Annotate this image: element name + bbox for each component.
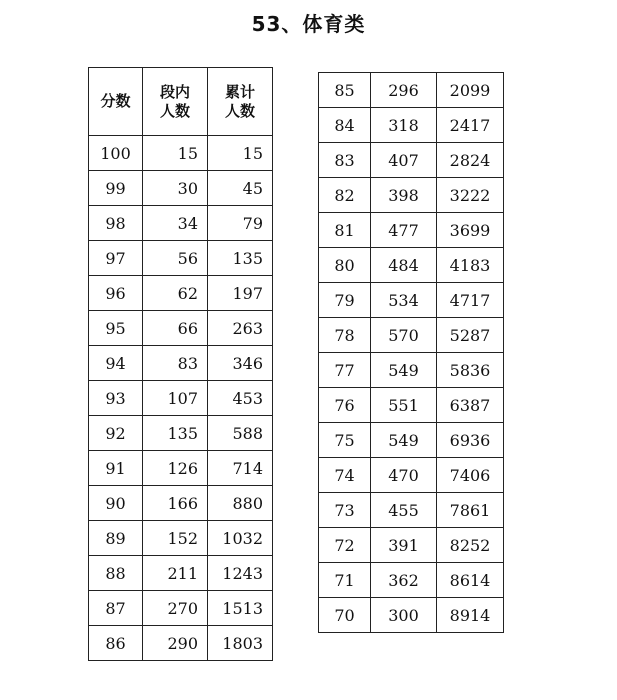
table-row (319, 528, 504, 563)
cell-cumulative-count: 2099 (437, 73, 504, 108)
cell-score: 94 (89, 346, 143, 381)
table-row (89, 206, 273, 241)
cell-segment-count: 166 (143, 486, 208, 521)
cell-segment-count: 126 (143, 451, 208, 486)
cell-cumulative-count: 346 (208, 346, 273, 381)
cell-segment-count: 34 (143, 206, 208, 241)
cell-score: 86 (89, 626, 143, 661)
table-row (319, 318, 504, 353)
cell-cumulative-count: 7406 (437, 458, 504, 493)
cell-cumulative-count: 1803 (208, 626, 273, 661)
table-row (319, 423, 504, 458)
cell-cumulative-count: 135 (208, 241, 273, 276)
cell-cumulative-count: 880 (208, 486, 273, 521)
header-segment-count (143, 68, 208, 136)
cell-cumulative-count: 4717 (437, 283, 504, 318)
cell-cumulative-count: 1032 (208, 521, 273, 556)
cell-score: 81 (319, 213, 371, 248)
cell-cumulative-count: 8914 (437, 598, 504, 633)
cell-segment-count: 477 (371, 213, 437, 248)
table-row (89, 416, 273, 451)
table-row (89, 521, 273, 556)
cell-score: 78 (319, 318, 371, 353)
cell-segment-count: 290 (143, 626, 208, 661)
cell-segment-count: 549 (371, 353, 437, 388)
table-row (319, 248, 504, 283)
table-row (89, 591, 273, 626)
table-row (319, 598, 504, 633)
cell-segment-count: 300 (371, 598, 437, 633)
table-row (319, 353, 504, 388)
cell-score: 89 (89, 521, 143, 556)
table-row (319, 563, 504, 598)
cell-score: 76 (319, 388, 371, 423)
cell-cumulative-count: 3699 (437, 213, 504, 248)
cell-cumulative-count: 263 (208, 311, 273, 346)
table-row (89, 136, 273, 171)
cell-cumulative-count: 6936 (437, 423, 504, 458)
header-segment-line2: 人数 (159, 101, 190, 120)
cell-segment-count: 484 (371, 248, 437, 283)
score-table-right (318, 72, 504, 633)
cell-cumulative-count: 79 (208, 206, 273, 241)
table-body-right (319, 73, 504, 633)
cell-score: 72 (319, 528, 371, 563)
cell-score: 82 (319, 178, 371, 213)
cell-segment-count: 66 (143, 311, 208, 346)
cell-segment-count: 455 (371, 493, 437, 528)
cell-cumulative-count: 1243 (208, 556, 273, 591)
cell-segment-count: 470 (371, 458, 437, 493)
table-row (319, 178, 504, 213)
cell-score: 92 (89, 416, 143, 451)
cell-score: 90 (89, 486, 143, 521)
cell-segment-count: 318 (371, 108, 437, 143)
cell-score: 70 (319, 598, 371, 633)
cell-score: 77 (319, 353, 371, 388)
cell-cumulative-count: 15 (208, 136, 273, 171)
table-row (319, 108, 504, 143)
table-row (89, 171, 273, 206)
header-score (89, 68, 143, 136)
cell-cumulative-count: 7861 (437, 493, 504, 528)
cell-segment-count: 62 (143, 276, 208, 311)
table-row (89, 241, 273, 276)
cell-segment-count: 391 (371, 528, 437, 563)
cell-cumulative-count: 45 (208, 171, 273, 206)
score-table-left (88, 67, 273, 661)
table-row (319, 143, 504, 178)
table-row (319, 283, 504, 318)
cell-segment-count: 570 (371, 318, 437, 353)
cell-segment-count: 270 (143, 591, 208, 626)
header-cumulative-count (208, 68, 273, 136)
cell-segment-count: 398 (371, 178, 437, 213)
cell-score: 74 (319, 458, 371, 493)
header-cumulative-line1: 累计 (224, 82, 255, 101)
table-row (89, 346, 273, 381)
cell-score: 95 (89, 311, 143, 346)
cell-cumulative-count: 5287 (437, 318, 504, 353)
cell-cumulative-count: 8614 (437, 563, 504, 598)
table-row (319, 458, 504, 493)
cell-score: 93 (89, 381, 143, 416)
cell-score: 100 (89, 136, 143, 171)
table-row (89, 556, 273, 591)
cell-segment-count: 211 (143, 556, 208, 591)
cell-segment-count: 15 (143, 136, 208, 171)
cell-segment-count: 30 (143, 171, 208, 206)
cell-segment-count: 152 (143, 521, 208, 556)
cell-score: 96 (89, 276, 143, 311)
table-row (89, 486, 273, 521)
cell-score: 99 (89, 171, 143, 206)
cell-score: 84 (319, 108, 371, 143)
cell-cumulative-count: 4183 (437, 248, 504, 283)
cell-segment-count: 296 (371, 73, 437, 108)
table-row (89, 381, 273, 416)
table-row (319, 73, 504, 108)
cell-segment-count: 549 (371, 423, 437, 458)
header-score-label: 分数 (100, 92, 131, 110)
cell-segment-count: 83 (143, 346, 208, 381)
cell-cumulative-count: 6387 (437, 388, 504, 423)
cell-segment-count: 551 (371, 388, 437, 423)
cell-cumulative-count: 1513 (208, 591, 273, 626)
cell-score: 75 (319, 423, 371, 458)
cell-score: 83 (319, 143, 371, 178)
table-row (89, 276, 273, 311)
cell-cumulative-count: 197 (208, 276, 273, 311)
cell-score: 98 (89, 206, 143, 241)
page-title: 53、体育类 (251, 12, 366, 36)
cell-segment-count: 56 (143, 241, 208, 276)
table-row (319, 213, 504, 248)
cell-cumulative-count: 453 (208, 381, 273, 416)
cell-score: 80 (319, 248, 371, 283)
table-body-left (89, 136, 273, 661)
cell-cumulative-count: 714 (208, 451, 273, 486)
table-row (89, 626, 273, 661)
cell-cumulative-count: 2417 (437, 108, 504, 143)
header-cumulative-line2: 人数 (224, 101, 255, 120)
cell-score: 88 (89, 556, 143, 591)
cell-cumulative-count: 8252 (437, 528, 504, 563)
cell-score: 79 (319, 283, 371, 318)
cell-cumulative-count: 588 (208, 416, 273, 451)
cell-score: 97 (89, 241, 143, 276)
cell-cumulative-count: 5836 (437, 353, 504, 388)
cell-segment-count: 534 (371, 283, 437, 318)
cell-score: 73 (319, 493, 371, 528)
cell-segment-count: 407 (371, 143, 437, 178)
cell-score: 91 (89, 451, 143, 486)
cell-cumulative-count: 3222 (437, 178, 504, 213)
cell-cumulative-count: 2824 (437, 143, 504, 178)
cell-segment-count: 362 (371, 563, 437, 598)
cell-score: 85 (319, 73, 371, 108)
table-row (319, 493, 504, 528)
cell-segment-count: 107 (143, 381, 208, 416)
table-row (89, 451, 273, 486)
cell-segment-count: 135 (143, 416, 208, 451)
table-row (319, 388, 504, 423)
table-row (89, 311, 273, 346)
cell-score: 87 (89, 591, 143, 626)
header-segment-line1: 段内 (159, 82, 190, 101)
table-header-row (89, 68, 273, 136)
cell-score: 71 (319, 563, 371, 598)
